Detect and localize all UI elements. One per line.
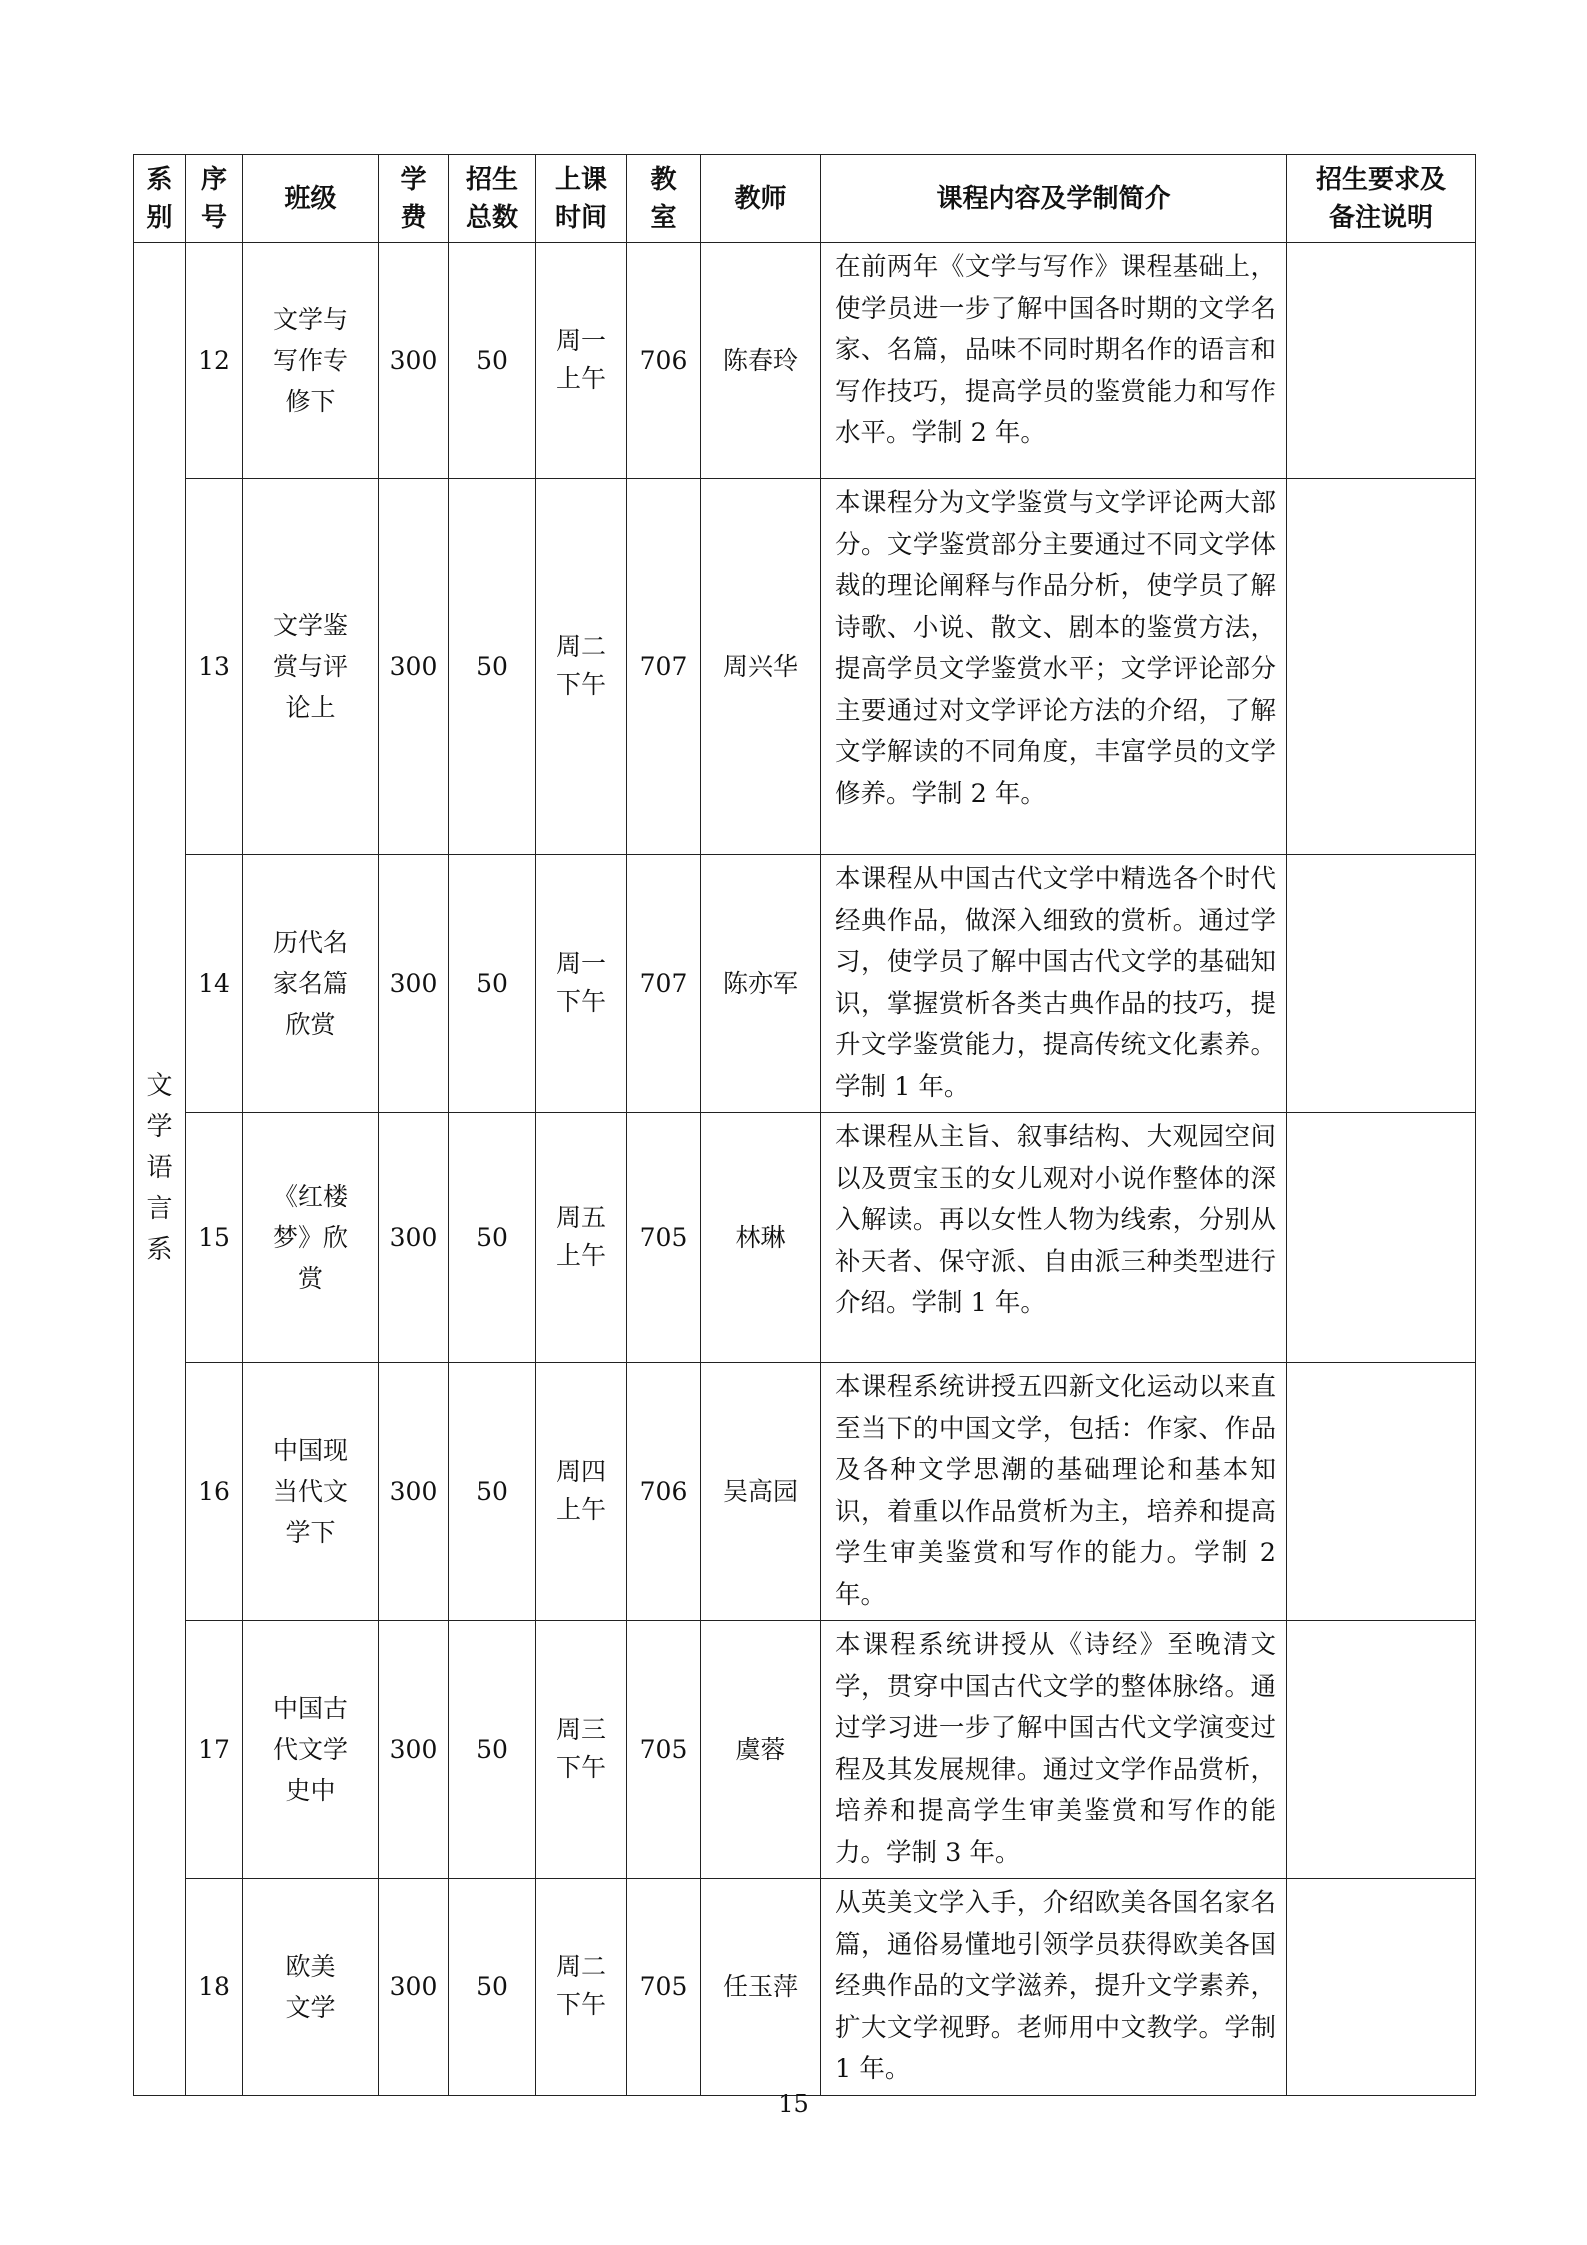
class-cell: 历代名家名篇欣赏 xyxy=(243,855,379,1113)
header-fee: 学费 xyxy=(379,155,449,243)
header-class: 班级 xyxy=(243,155,379,243)
seq-cell: 12 xyxy=(186,243,243,479)
fee-cell: 300 xyxy=(379,1879,449,2096)
header-room: 教室 xyxy=(627,155,701,243)
remarks-cell xyxy=(1287,1363,1476,1621)
quota-cell: 50 xyxy=(449,479,536,855)
fee-cell: 300 xyxy=(379,1621,449,1879)
teacher-cell: 陈亦军 xyxy=(701,855,821,1113)
table-row xyxy=(134,855,1476,1113)
class-cell: 文学与写作专修下 xyxy=(243,243,379,479)
room-cell: 707 xyxy=(627,479,701,855)
class-cell: 欧美文学 xyxy=(243,1879,379,2096)
quota-cell: 50 xyxy=(449,1113,536,1363)
remarks-cell xyxy=(1287,243,1476,479)
department-cell: 文学语言系 xyxy=(134,243,186,2096)
fee-cell: 300 xyxy=(379,1113,449,1363)
fee-cell: 300 xyxy=(379,243,449,479)
description-cell: 从英美文学入手，介绍欧美各国名家名篇，通俗易懂地引领学员获得欧美各国经典作品的文学滋养，提升文学素养，扩大文学视野。老师用中文教学。学制 1 年。 xyxy=(821,1879,1287,2096)
quota-cell: 50 xyxy=(449,855,536,1113)
page-number: 15 xyxy=(778,2090,809,2118)
table-header-row xyxy=(134,155,1476,243)
time-cell: 周五上午 xyxy=(536,1113,627,1363)
table-row xyxy=(134,1113,1476,1363)
remarks-cell xyxy=(1287,479,1476,855)
teacher-cell: 吴高园 xyxy=(701,1363,821,1621)
time-cell: 周三下午 xyxy=(536,1621,627,1879)
teacher-cell: 陈春玲 xyxy=(701,243,821,479)
remarks-cell xyxy=(1287,1113,1476,1363)
seq-cell: 15 xyxy=(186,1113,243,1363)
fee-cell: 300 xyxy=(379,479,449,855)
remarks-cell xyxy=(1287,855,1476,1113)
teacher-cell: 虞蓉 xyxy=(701,1621,821,1879)
seq-cell: 13 xyxy=(186,479,243,855)
header-remarks: 招生要求及备注说明 xyxy=(1287,155,1476,243)
time-cell: 周四上午 xyxy=(536,1363,627,1621)
quota-cell: 50 xyxy=(449,243,536,479)
header-teacher: 教师 xyxy=(701,155,821,243)
header-quota: 招生总数 xyxy=(449,155,536,243)
description-cell: 本课程系统讲授从《诗经》至晚清文学，贯穿中国古代文学的整体脉络。通过学习进一步了解中国古代文学演变过程及其发展规律。通过文学作品赏析，培养和提高学生审美鉴赏和写作的能力。学制 3 年。 xyxy=(821,1621,1287,1879)
header-seq: 序号 xyxy=(186,155,243,243)
header-description: 课程内容及学制简介 xyxy=(821,155,1287,243)
time-cell: 周二下午 xyxy=(536,479,627,855)
course-table-container xyxy=(133,154,1475,2096)
class-cell: 中国现当代文学下 xyxy=(243,1363,379,1621)
course-table xyxy=(133,154,1476,2096)
class-cell: 中国古代文学史中 xyxy=(243,1621,379,1879)
teacher-cell: 林琳 xyxy=(701,1113,821,1363)
room-cell: 705 xyxy=(627,1113,701,1363)
header-time: 上课时间 xyxy=(536,155,627,243)
table-row xyxy=(134,243,1476,479)
quota-cell: 50 xyxy=(449,1621,536,1879)
table-row xyxy=(134,1621,1476,1879)
table-row xyxy=(134,479,1476,855)
room-cell: 705 xyxy=(627,1879,701,2096)
quota-cell: 50 xyxy=(449,1363,536,1621)
teacher-cell: 任玉萍 xyxy=(701,1879,821,2096)
time-cell: 周二下午 xyxy=(536,1879,627,2096)
room-cell: 706 xyxy=(627,243,701,479)
fee-cell: 300 xyxy=(379,1363,449,1621)
teacher-cell: 周兴华 xyxy=(701,479,821,855)
room-cell: 706 xyxy=(627,1363,701,1621)
room-cell: 705 xyxy=(627,1621,701,1879)
description-cell: 本课程从中国古代文学中精选各个时代经典作品，做深入细致的赏析。通过学习，使学员了解中国古代文学的基础知识，掌握赏析各类古典作品的技巧，提升文学鉴赏能力，提高传统文化素养。学制 1 年。 xyxy=(821,855,1287,1113)
time-cell: 周一上午 xyxy=(536,243,627,479)
quota-cell: 50 xyxy=(449,1879,536,2096)
remarks-cell xyxy=(1287,1621,1476,1879)
room-cell: 707 xyxy=(627,855,701,1113)
description-cell: 本课程系统讲授五四新文化运动以来直至当下的中国文学，包括：作家、作品及各种文学思潮的基础理论和基本知识，着重以作品赏析为主，培养和提高学生审美鉴赏和写作的能力。学制 2 年。 xyxy=(821,1363,1287,1621)
seq-cell: 16 xyxy=(186,1363,243,1621)
table-row xyxy=(134,1879,1476,2096)
description-cell: 本课程分为文学鉴赏与文学评论两大部分。文学鉴赏部分主要通过不同文学体裁的理论阐释与作品分析，使学员了解诗歌、小说、散文、剧本的鉴赏方法，提高学员文学鉴赏水平；文学评论部分主要通过对文学评论方法的介绍，了解文学解读的不同角度，丰富学员的文学修养。学制 2 年。 xyxy=(821,479,1287,855)
description-cell: 在前两年《文学与写作》课程基础上，使学员进一步了解中国各时期的文学名家、名篇，品味不同时期名作的语言和写作技巧，提高学员的鉴赏能力和写作水平。学制 2 年。 xyxy=(821,243,1287,479)
seq-cell: 18 xyxy=(186,1879,243,2096)
header-dept: 系别 xyxy=(134,155,186,243)
fee-cell: 300 xyxy=(379,855,449,1113)
seq-cell: 17 xyxy=(186,1621,243,1879)
remarks-cell xyxy=(1287,1879,1476,2096)
class-cell: 文学鉴赏与评论上 xyxy=(243,479,379,855)
description-cell: 本课程从主旨、叙事结构、大观园空间以及贾宝玉的女儿观对小说作整体的深入解读。再以女性人物为线索，分别从补天者、保守派、自由派三种类型进行介绍。学制 1 年。 xyxy=(821,1113,1287,1363)
table-row xyxy=(134,1363,1476,1621)
time-cell: 周一下午 xyxy=(536,855,627,1113)
class-cell: 《红楼梦》欣赏 xyxy=(243,1113,379,1363)
seq-cell: 14 xyxy=(186,855,243,1113)
